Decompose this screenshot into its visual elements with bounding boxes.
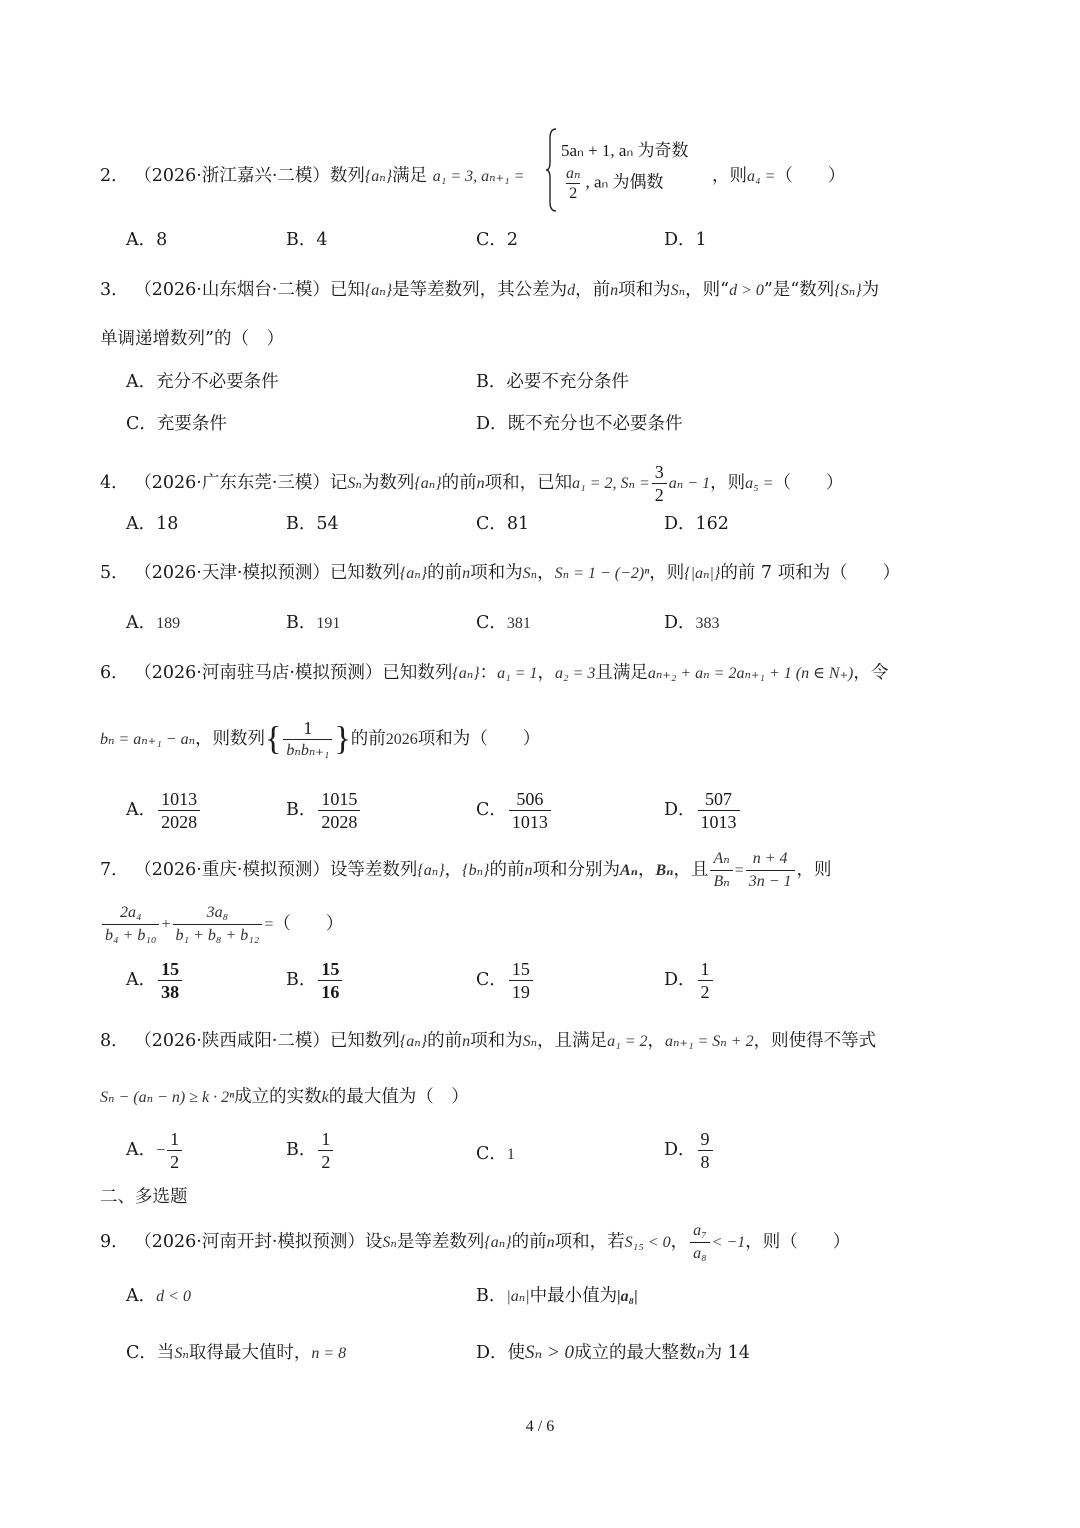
q4-option-c[interactable]: C．81 — [476, 514, 530, 534]
q3-option-a[interactable]: A．充分不必要条件 — [126, 372, 279, 392]
question-2: 2． （2026·浙江嘉兴·二模）数列{aₙ}满足 a₁ = 3, aₙ₊₁ = — [100, 166, 525, 186]
case-odd: 5aₙ + 1, aₙ 为奇数 — [561, 141, 689, 160]
q9-option-b[interactable]: B．|aₙ|中最小值为|a₈| — [476, 1286, 638, 1306]
question-6: 6． （2026·河南驻马店·模拟预测）已知数列{aₙ}：a₁ = 1，a₂ = 3且满足aₙ₊₂ + aₙ = 2aₙ₊₁ + 1 (n ∈ N₊)，令 — [100, 663, 889, 683]
page-number: 4 / 6 — [525, 1418, 555, 1435]
question-5: 5． （2026·天津·模拟预测）已知数列{aₙ}的前n项和为Sₙ，Sₙ = 1 − (−2)ⁿ，则{|aₙ|}的前 7 项和为（ ） — [100, 563, 901, 583]
q8-option-d[interactable]: D． $\frac{9}{8}$ — [664, 1128, 715, 1173]
q7-option-d[interactable]: D． $\frac{1}{2}$ — [664, 958, 715, 1003]
q6-option-b[interactable]: B． $\frac{1015}{2028}$ — [286, 788, 362, 833]
q4-option-a[interactable]: A．18 — [126, 514, 179, 534]
q4-option-d[interactable]: D．162 — [664, 514, 729, 534]
left-brace-icon — [545, 128, 557, 212]
q6-option-d[interactable]: D． $\frac{507}{1013}$ — [664, 788, 742, 833]
q3-option-c[interactable]: C．充要条件 — [126, 414, 227, 434]
piecewise-definition — [545, 128, 705, 212]
section-title: 二、多选题 — [100, 1187, 188, 1207]
question-8: 8． （2026·陕西咸阳·二模）已知数列{aₙ}的前n项和为Sₙ，且满足a₁ = 2，aₙ₊₁ = Sₙ + 2，则使得不等式 — [100, 1031, 877, 1051]
q7-option-b[interactable]: B． $\frac{15}{16}$ — [286, 958, 344, 1003]
q5-option-c[interactable]: C．381 — [476, 613, 531, 633]
q5-option-a[interactable]: A．189 — [126, 613, 181, 633]
q2-option-d[interactable]: D．1 — [664, 230, 707, 250]
q6-option-c[interactable]: C． $\frac{506}{1013}$ — [476, 788, 553, 833]
q9-option-c[interactable]: C．当Sₙ取得最大值时，n = 8 — [126, 1343, 347, 1363]
q5-option-b[interactable]: B．191 — [286, 613, 341, 633]
q7-option-a[interactable]: A． $\frac{15}{38}$ — [126, 958, 184, 1003]
q6-option-a[interactable]: A． $\frac{1013}{2028}$ — [126, 788, 202, 833]
question-7-line2: $\frac{\text{2a₄}}{\text{b₄ + b₁₀}}$ + $\frac{\text{3a₈}}{\text{b₁ + b₈ + b₁₂}}$ =（ ） — [100, 900, 343, 949]
question-3: 3． （2026·山东烟台·二模）已知{aₙ}是等差数列，其公差为d，前n项和为Sₙ，则“d > 0”是“数列{Sₙ}为 — [100, 280, 880, 300]
question-2-tail: ，则a₄ =（ ） — [712, 166, 846, 186]
q7-option-c[interactable]: C． $\frac{15}{19}$ — [476, 958, 535, 1003]
q2-option-b[interactable]: B．4 — [286, 230, 328, 250]
question-4: 4． （2026·广东东莞·三模）记Sₙ为数列{aₙ}的前n项和，已知a₁ = 2, Sₙ = $\frac{3}{2}$ aₙ − 1，则a₅ =（ ） — [100, 462, 844, 505]
q8-option-b[interactable]: B． $\frac{1}{2}$ — [286, 1128, 335, 1173]
question-8-line2: Sₙ − (aₙ − n) ≥ k · 2ⁿ成立的实数k的最大值为（ ） — [100, 1087, 469, 1107]
q2-option-c[interactable]: C．2 — [476, 230, 519, 250]
case-even: $\frac{\text{aₙ}}{2}$ , aₙ 为偶数 — [566, 165, 664, 202]
q4-option-b[interactable]: B．54 — [286, 514, 339, 534]
question-7: 7． （2026·重庆·模拟预测）设等差数列{aₙ}，{bₙ}的前n项和分别为Aₙ，Bₙ，且 $\frac{\text{Aₙ}}{\text{Bₙ}}$ = $\frac{n + 4}{3n - 1}$ ，则 — [100, 846, 832, 895]
question-3-line2: 单调递增数列”的（ ） — [100, 329, 284, 349]
q9-option-a[interactable]: A．d < 0 — [126, 1286, 191, 1306]
q5-option-d[interactable]: D．383 — [664, 613, 720, 633]
q9-option-d[interactable]: D．使Sₙ > 0成立的最大整数n为 14 — [476, 1342, 750, 1363]
question-6-line2: bₙ = aₙ₊₁ − aₙ，则数列{ $\frac{1}{\text{bₙbₙ₊₁}}$ }的前2026项和为（ ） — [100, 714, 540, 765]
q2-option-a[interactable]: A．8 — [126, 230, 168, 250]
q3-option-d[interactable]: D．既不充分也不必要条件 — [476, 414, 683, 434]
q8-option-c[interactable]: C．1 — [476, 1144, 515, 1164]
q8-option-a[interactable]: A．− $\frac{1}{2}$ — [126, 1128, 184, 1173]
q3-option-b[interactable]: B．必要不充分条件 — [476, 372, 629, 392]
question-9: 9． （2026·河南开封·模拟预测）设Sₙ是等差数列{aₙ}的前n项和，若S₁₅ < 0， $\frac{\text{a₇}}{\text{a₈}}$ < −1，则（ ） — [100, 1220, 850, 1265]
